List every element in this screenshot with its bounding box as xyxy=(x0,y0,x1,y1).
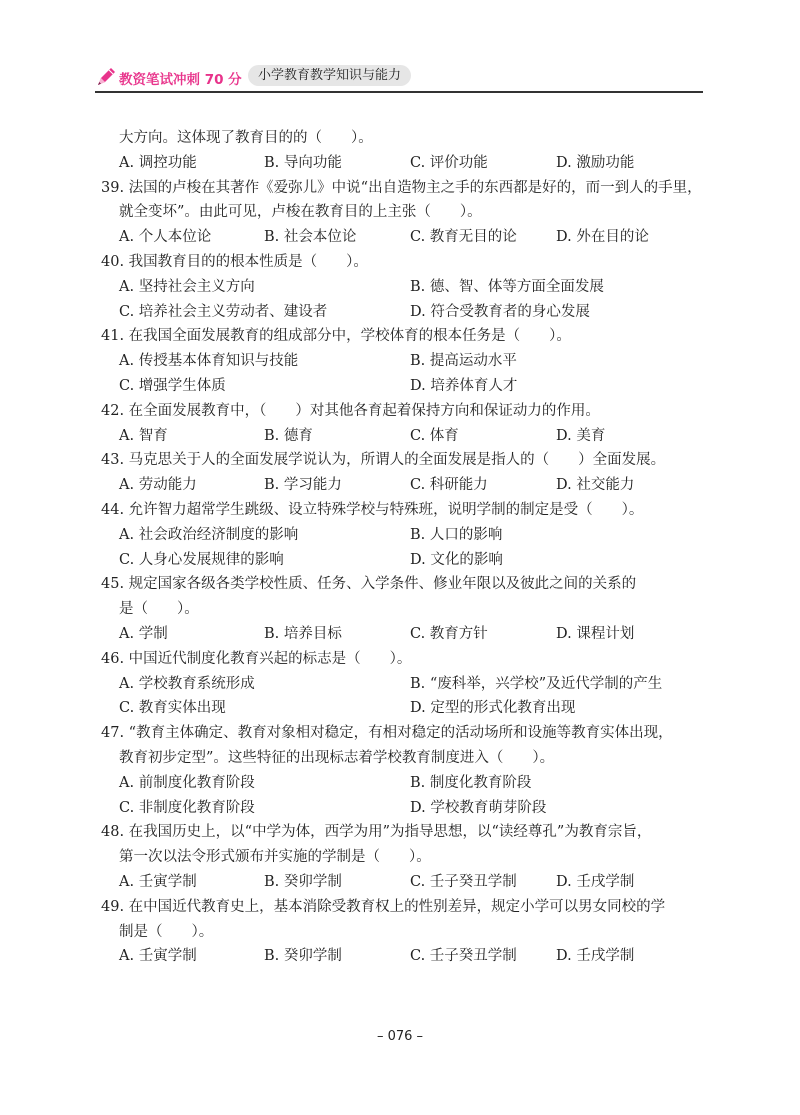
option-row xyxy=(119,672,709,697)
option: B. 德、智、体等方面全面发展 xyxy=(410,278,604,295)
option: A. 智育 xyxy=(119,427,168,444)
option: B. “废科举，兴学校”及近代学制的产生 xyxy=(410,675,663,692)
question-stem: 41. 在我国全面发展教育的组成部分中，学校体育的根本任务是（ ）。 xyxy=(101,328,571,345)
option: D. 课程计划 xyxy=(556,625,635,642)
option: A. 前制度化教育阶段 xyxy=(119,774,255,791)
option: C. 科研能力 xyxy=(410,477,488,494)
question-item xyxy=(101,721,709,820)
option: C. 增强学生体质 xyxy=(119,377,226,394)
option: C. 教育方针 xyxy=(410,625,488,642)
option: A. 社会政治经济制度的影响 xyxy=(119,526,299,543)
option: A. 个人本位论 xyxy=(119,229,212,246)
option: C. 教育无目的论 xyxy=(410,229,517,246)
option: D. 学校教育萌芽阶段 xyxy=(410,799,547,816)
option: C. 壬子癸丑学制 xyxy=(410,948,517,965)
question-item xyxy=(101,250,709,324)
option: D. 外在目的论 xyxy=(556,229,649,246)
question-stem-continued: 就全变坏”。由此可见，卢梭在教育目的上主张（ ）。 xyxy=(119,204,482,221)
option-row xyxy=(119,300,709,325)
question-item xyxy=(101,399,709,449)
option: D. 激励功能 xyxy=(556,154,635,171)
page-number: – 076 – xyxy=(376,1029,424,1044)
option-row xyxy=(119,275,709,300)
question-stem: 44. 允许智力超常学生跳级、设立特殊学校与特殊班，说明学制的制定是受（ ）。 xyxy=(101,501,644,518)
question-item xyxy=(101,895,709,969)
question-stem-continued: 制是（ ）。 xyxy=(119,923,214,940)
option: B. 人口的影响 xyxy=(410,526,503,543)
question-stem: 43. 马克思关于人的全面发展学说认为，所谓人的全面发展是指人的（ ）全面发展。 xyxy=(101,452,666,469)
option: B. 培养目标 xyxy=(264,625,342,642)
option: D. 文化的影响 xyxy=(410,551,503,568)
option: C. 非制度化教育阶段 xyxy=(119,799,255,816)
option: B. 提高运动水平 xyxy=(410,353,517,370)
option-row xyxy=(119,771,709,796)
question-item xyxy=(101,176,709,250)
question-item xyxy=(101,324,709,398)
question-list xyxy=(101,126,709,969)
option-row xyxy=(119,225,709,250)
option-row xyxy=(119,870,709,895)
question-stem: 40. 我国教育目的的根本性质是（ ）。 xyxy=(101,253,368,270)
option: C. 人身心发展规律的影响 xyxy=(119,551,284,568)
option: B. 癸卯学制 xyxy=(264,948,342,965)
option-row xyxy=(119,796,709,821)
option: B. 导向功能 xyxy=(264,154,342,171)
option: A. 调控功能 xyxy=(119,154,197,171)
option-row xyxy=(119,374,709,399)
option: C. 评价功能 xyxy=(410,154,488,171)
question-item xyxy=(101,820,709,894)
option: A. 学校教育系统形成 xyxy=(119,675,255,692)
option: B. 制度化教育阶段 xyxy=(410,774,532,791)
question-stem-continued: 是（ ）。 xyxy=(119,601,199,618)
option-row xyxy=(119,473,709,498)
question-stem-continued: 教育初步定型”。这些特征的出现标志着学校教育制度进入（ ）。 xyxy=(119,749,555,766)
question-item xyxy=(101,572,709,646)
option-row xyxy=(119,696,709,721)
option: D. 美育 xyxy=(556,427,606,444)
series-title: 教资笔试冲刺 70 分 xyxy=(119,72,242,88)
question-stem: 48. 在我国历史上，以“中学为体，西学为用”为指导思想，以“读经尊孔”为教育宗旨， xyxy=(101,824,652,841)
option: B. 癸卯学制 xyxy=(264,873,342,890)
option-row xyxy=(119,622,709,647)
page-header xyxy=(95,64,703,94)
option: C. 培养社会主义劳动者、建设者 xyxy=(119,303,328,320)
option-row xyxy=(119,523,709,548)
option: A. 坚持社会主义方向 xyxy=(119,278,255,295)
option: D. 社交能力 xyxy=(556,477,635,494)
option: A. 传授基本体育知识与技能 xyxy=(119,353,299,370)
option: B. 德育 xyxy=(264,427,313,444)
option: C. 教育实体出现 xyxy=(119,700,226,717)
subject-title: 小学教育教学知识与能力 xyxy=(248,65,411,86)
question-item xyxy=(101,498,709,572)
question-continuation: 大方向。这体现了教育目的的（ ）。 xyxy=(119,130,373,146)
option: A. 劳动能力 xyxy=(119,477,197,494)
question-stem: 47. “教育主体确定、教育对象相对稳定，有相对稳定的活动场所和设施等教育实体出现， xyxy=(101,725,673,742)
option: A. 壬寅学制 xyxy=(119,873,197,890)
question-stem-continued: 第一次以法令形式颁布并实施的学制是（ ）。 xyxy=(119,849,431,866)
option: D. 培养体育人才 xyxy=(410,377,518,394)
question-item xyxy=(101,448,709,498)
question-stem: 46. 中国近代制度化教育兴起的标志是（ ）。 xyxy=(101,650,412,667)
continuation-options xyxy=(119,151,709,176)
question-stem: 49. 在中国近代教育史上，基本消除受教育权上的性别差异，规定小学可以男女同校的学 xyxy=(101,898,666,915)
option: D. 定型的形式化教育出现 xyxy=(410,700,576,717)
option: A. 壬寅学制 xyxy=(119,948,197,965)
option: A. 学制 xyxy=(119,625,168,642)
option: D. 符合受教育者的身心发展 xyxy=(410,303,590,320)
header-rule xyxy=(95,91,703,93)
question-stem: 42. 在全面发展教育中，（ ）对其他各育起着保持方向和保证动力的作用。 xyxy=(101,402,600,419)
question-stem: 39. 法国的卢梭在其著作《爱弥儿》中说“出自造物主之手的东西都是好的，而一到人的手里， xyxy=(101,179,702,196)
option: B. 社会本位论 xyxy=(264,229,357,246)
option-row xyxy=(119,944,709,969)
option-row xyxy=(119,548,709,573)
option: C. 体育 xyxy=(410,427,459,444)
question-item xyxy=(101,647,709,721)
question-stem: 45. 规定国家各级各类学校性质、任务、入学条件、修业年限以及彼此之间的关系的 xyxy=(101,576,637,593)
option-row xyxy=(119,424,709,449)
option-row xyxy=(119,349,709,374)
option: C. 壬子癸丑学制 xyxy=(410,873,517,890)
option: D. 壬戌学制 xyxy=(556,873,635,890)
option: B. 学习能力 xyxy=(264,477,342,494)
option: D. 壬戌学制 xyxy=(556,948,635,965)
pencil-icon xyxy=(95,66,117,88)
